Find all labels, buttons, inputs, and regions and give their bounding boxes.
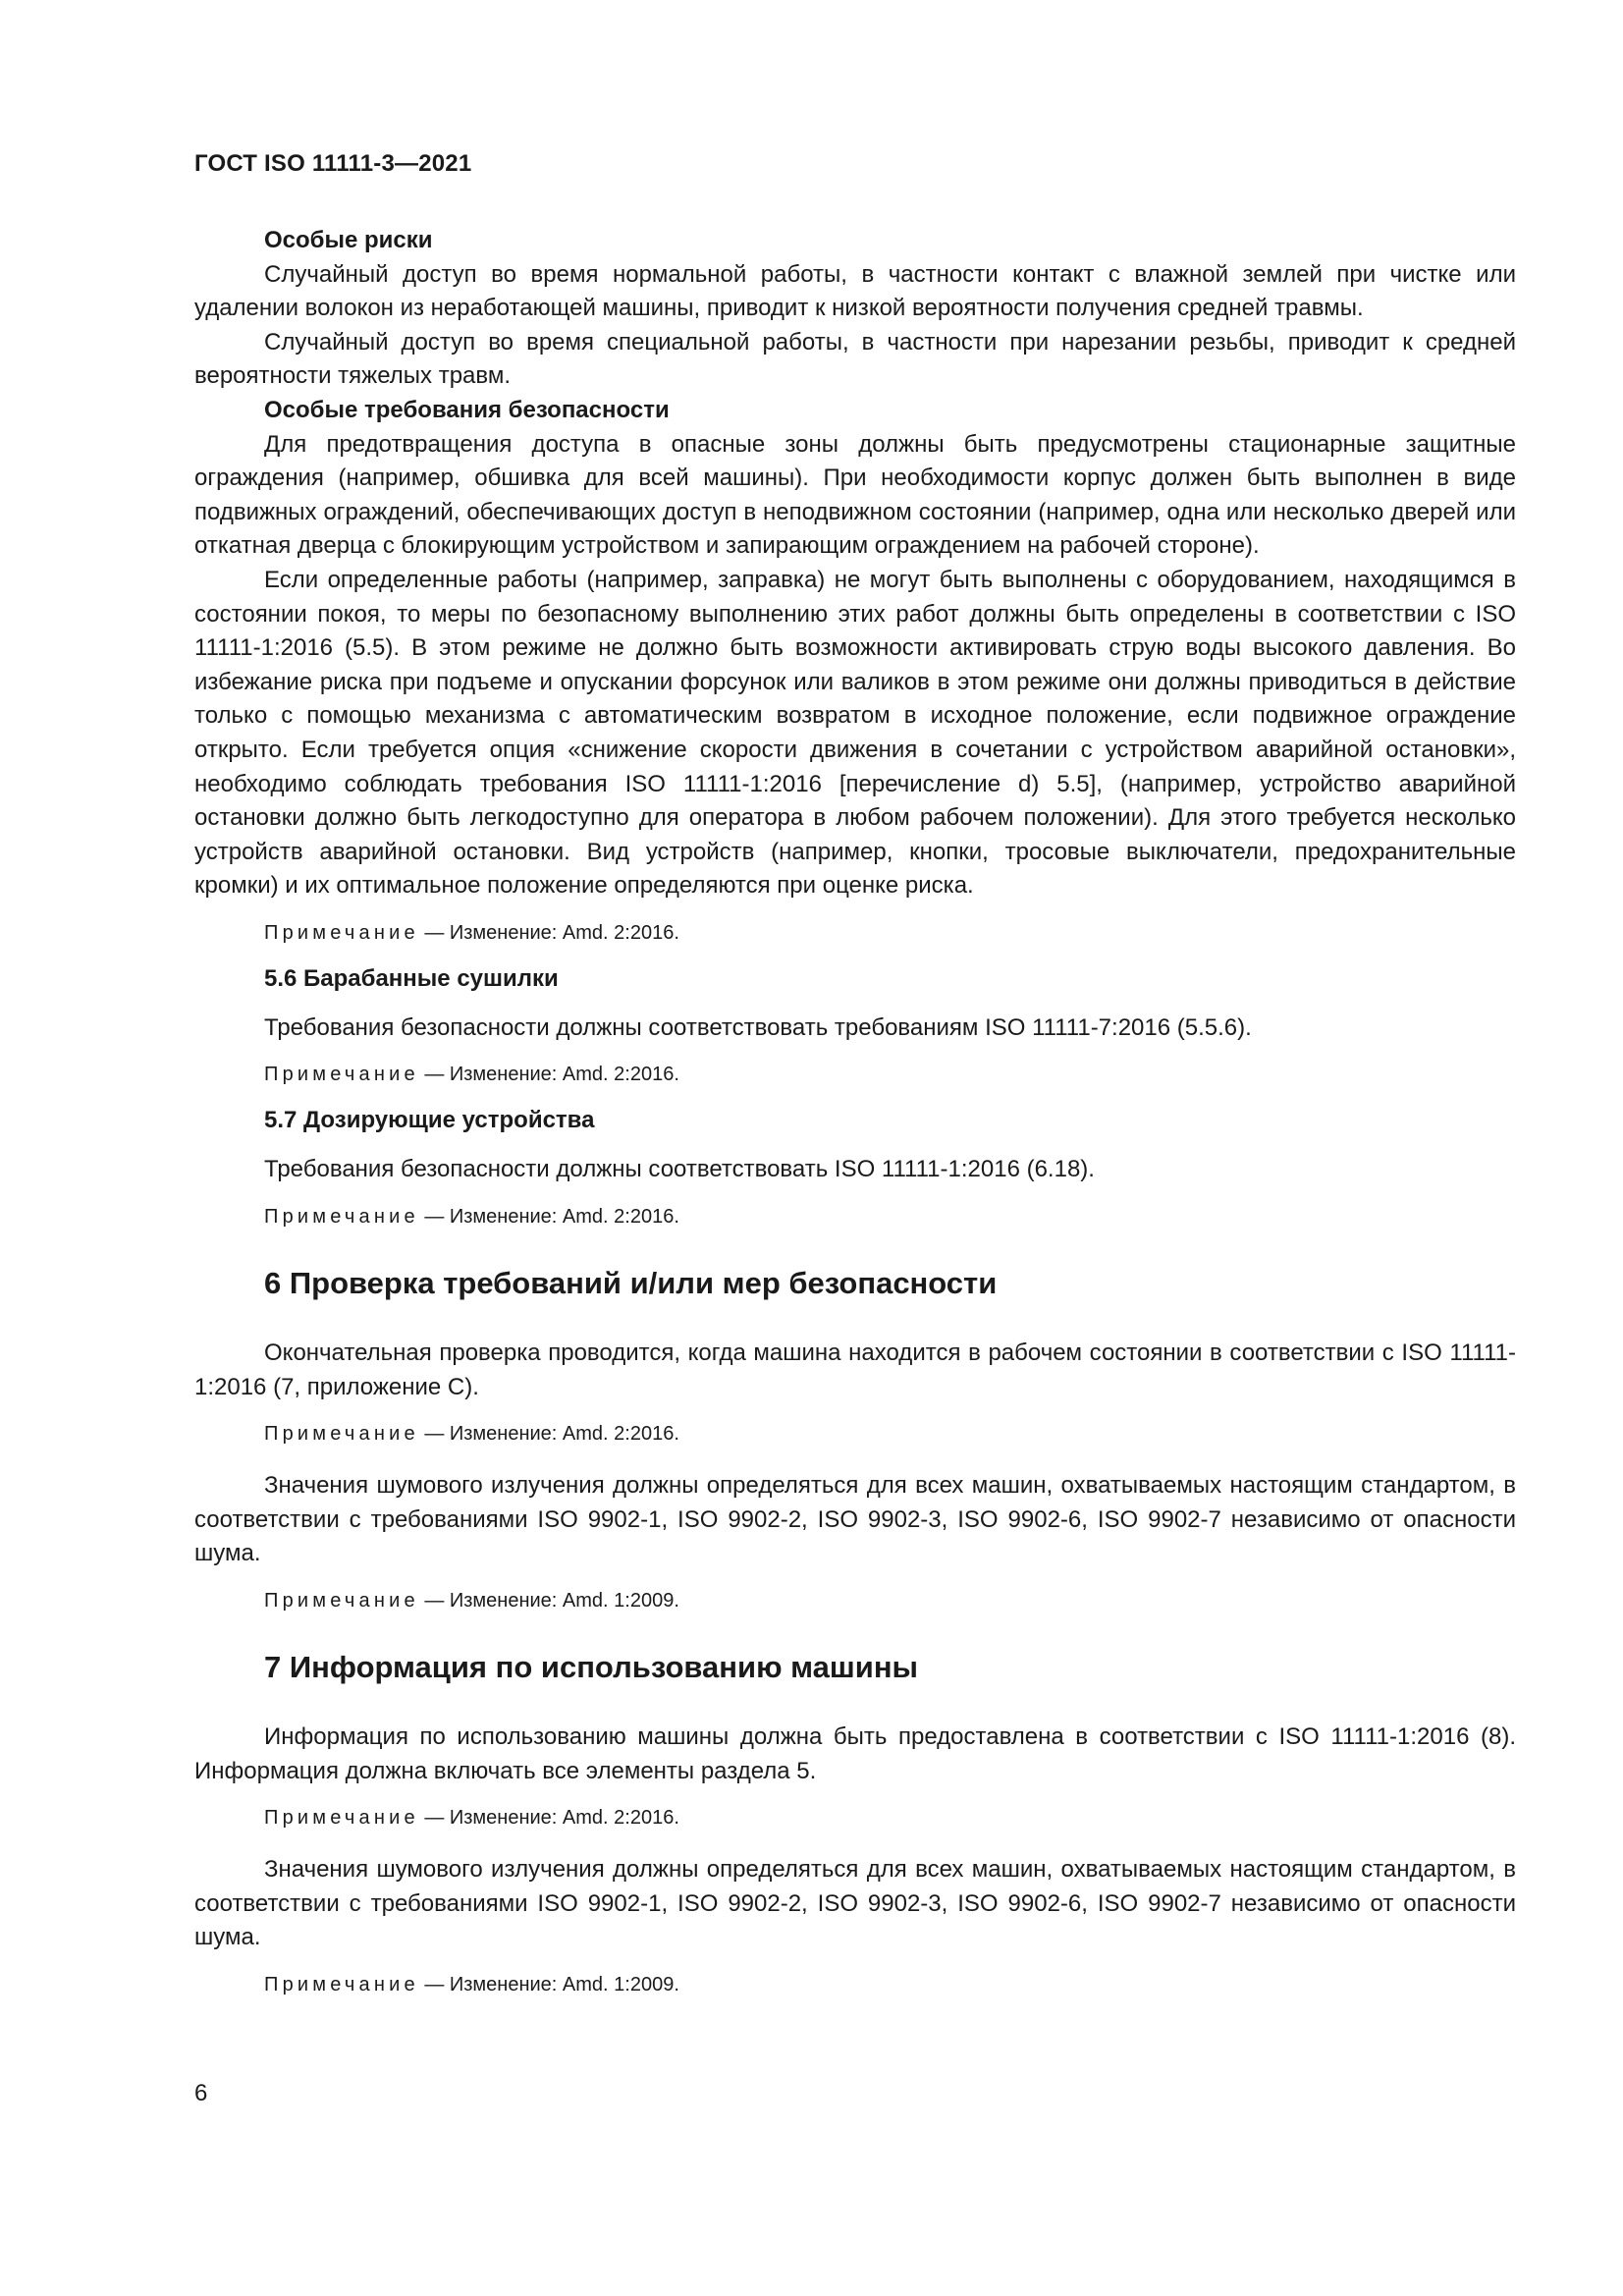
special-risks-heading: Особые риски <box>264 227 433 253</box>
note-7 <box>194 1971 1516 1998</box>
section-5-7-heading: 5.7 Дозирующие устройства <box>264 1107 595 1134</box>
section-5-6-heading: 5.6 Барабанные сушилки <box>264 964 559 992</box>
note-1 <box>194 919 1516 947</box>
safety-paragraph-2: Если определенные работы (например, заправка) не могут быть выполнены с оборудованием, находящимся в состоянии покоя, то меры по безопасному выполнению этих работ должны быть определены в соответствии с ISO 11111-1:2016 (5.5). В этом режиме не должно быть возможности активировать струю воды высокого давления. Во избежание риска при подъеме и опускании форсунок или валиков в этом режиме они должны приводиться в действие только с помощью механизма с автоматическим возвратом в исходное положение, если подвижное ограждение открыто. Если требуется опция «снижение скорости движения в сочетании с устройством аварийной остановки», необходимо соблюдать требования ISO 11111-1:2016 [перечисление d) 5.5], (например, устройство аварийной остановки должно быть легкодоступно для оператора в любом рабочем положении). Для этого требуется несколько устройств аварийной остановки. Вид устройств (например, кнопки, тросовые выключатели, предохранительные кромки) и их оптимальное положение определяются при оценке риска. <box>194 566 1516 900</box>
note-2 <box>194 1061 1516 1088</box>
note-text: — Изменение: Amd. 2:2016. <box>418 1064 679 1086</box>
note-text: — Изменение: Amd. 2:2016. <box>418 1423 679 1446</box>
note-text: — Изменение: Amd. 2:2016. <box>418 1807 679 1830</box>
section-6-paragraph-1: Окончательная проверка проводится, когда машина находится в рабочем состоянии в соответствии с ISO 11111-1:2016 (7, приложение С). <box>194 1339 1516 1400</box>
note-label: Примечание <box>264 1423 419 1446</box>
note-label: Примечание <box>264 1974 419 1995</box>
safety-paragraph-1: Для предотвращения доступа в опасные зоны должны быть предусмотрены стационарные защитные ограждения (например, обшивка для всей машины). При необходимости корпус должен быть выполнен в виде подвижных ограждений, обеспечивающих доступ в неподвижном состоянии (например, одна или несколько дверей или откатная дверца с блокирующим устройством и запирающим ограждением на рабочей стороне). <box>194 430 1516 560</box>
note-text: — Изменение: Amd. 2:2016. <box>418 1206 679 1229</box>
note-text: — Изменение: Amd. 2:2016. <box>418 921 679 944</box>
section-5-7-text: Требования безопасности должны соответствовать ISO 11111-1:2016 (6.18). <box>264 1156 1095 1183</box>
section-7-heading: 7 Информация по использованию машины <box>264 1650 919 1685</box>
section-7-paragraph-1: Информация по использованию машины должна быть предоставлена в соответствии с ISO 11111-1:2016 (8). Информация должна включать все элементы раздела 5. <box>194 1723 1516 1784</box>
note-label: Примечание <box>264 1206 419 1229</box>
section-6-paragraph-2: Значения шумового излучения должны определяться для всех машин, охватываемых настоящим стандартом, в соответствии с требованиями ISO 9902-1, ISO 9902-2, ISO 9902-3, ISO 9902-6, ISO 9902-7 независимо от опасности шума. <box>194 1472 1516 1567</box>
special-safety-heading: Особые требования безопасности <box>264 396 670 423</box>
note-label: Примечание <box>264 1064 419 1086</box>
page-number: 6 <box>194 2080 208 2106</box>
special-risks-paragraph-1: Случайный доступ во время нормальной работы, в частности контакт с влажной землей при чистке или удалении волокон из неработающей машины, приводит к низкой вероятности получения средней травмы. <box>194 260 1516 322</box>
section-6-heading: 6 Проверка требований и/или мер безопасности <box>264 1266 998 1301</box>
note-6 <box>194 1804 1516 1831</box>
note-text: — Изменение: Amd. 1:2009. <box>418 1590 679 1613</box>
note-4 <box>194 1420 1516 1448</box>
note-5 <box>194 1587 1516 1614</box>
note-label: Примечание <box>264 1807 419 1830</box>
special-risks-paragraph-2: Случайный доступ во время специальной работы, в частности при нарезании резьбы, приводит к средней вероятности тяжелых травм. <box>194 328 1516 390</box>
note-3 <box>194 1203 1516 1230</box>
document-header-id: ГОСТ ISO 11111-3—2021 <box>194 150 472 177</box>
note-label: Примечание <box>264 921 419 944</box>
section-7-paragraph-2: Значения шумового излучения должны определяться для всех машин, охватываемых настоящим стандартом, в соответствии с требованиями ISO 9902-1, ISO 9902-2, ISO 9902-3, ISO 9902-6, ISO 9902-7 независимо от опасности шума. <box>194 1856 1516 1951</box>
note-label: Примечание <box>264 1590 419 1613</box>
note-text: — Изменение: Amd. 1:2009. <box>418 1974 679 1995</box>
section-5-6-text: Требования безопасности должны соответствовать требованиям ISO 11111-7:2016 (5.5.6). <box>264 1013 1252 1041</box>
page-content <box>194 224 1516 1998</box>
